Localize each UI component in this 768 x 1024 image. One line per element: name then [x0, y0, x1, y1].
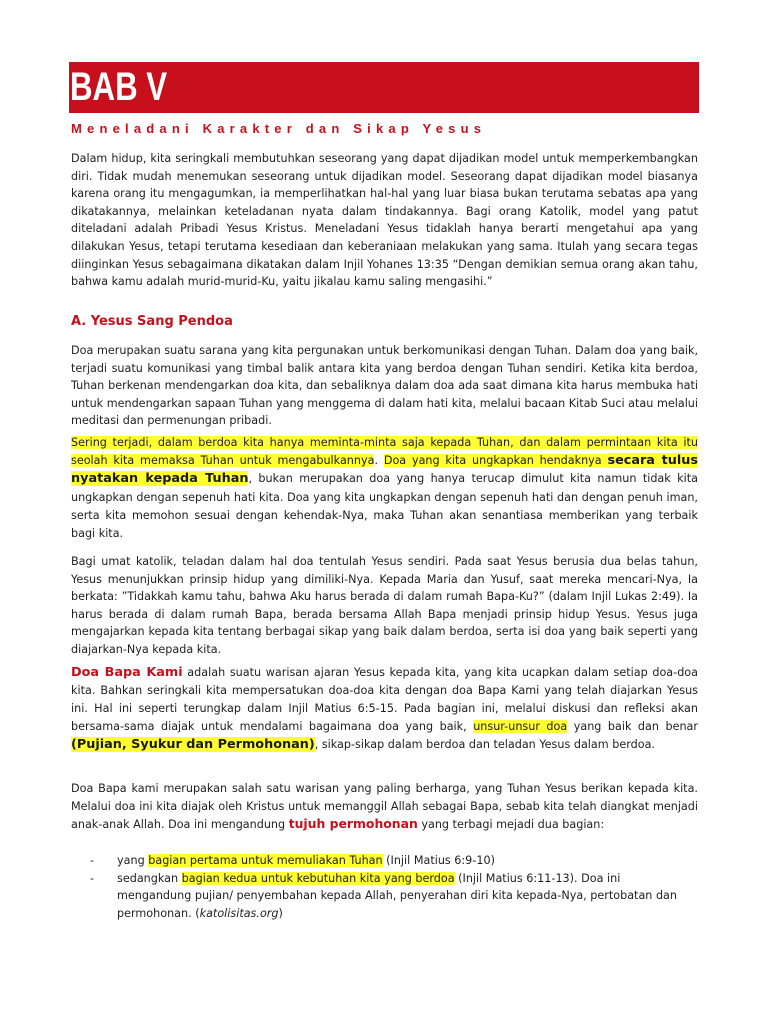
plain-text: yang baik dan benar [567, 720, 699, 733]
tujuh-permohonan-label: tujuh permohonan [288, 816, 418, 832]
paragraph-3: Bagi umat katolik, teladan dalam hal doa tentulah Yesus sendiri. Pada saat Yesus berusia dua belas tahun, Yesus menunjukkan prinsip hidup yang dimiliki-Nya. Kepada Maria dan Yusuf, saat mereka mencari-Nya, Ia berkata: ”Tidakkah kamu tahu, bahwa Aku harus berada di dalam rumah Bapa-Ku?” (dalam Injil Lukas 2:49). Ia harus berada di dalam rumah Bapa, berada bersama Allah Bapa menjadi prinsip hidup Yesus. Yesus juga mengajarkan kepada kita tentang berbagai sikap yang baik dalam berdoa, serta isi doa yang baik seperti yang diajarkan-Nya kepada kita. [71, 555, 698, 656]
plain-text: (Injil Matius 6:9-10) [382, 854, 495, 867]
plain-text: ) [278, 906, 283, 920]
paragraph-1: Doa merupakan suatu sarana yang kita pergunakan untuk berkomunikasi dengan Tuhan. Dalam doa yang baik, terjadi suatu komunikasi yang timbal balik antara kita yang berdoa dengan Tuhan sendiri. Ketika kita berdoa, Tuhan berkenan mendengarkan doa kita, dan sebaliknya dalam doa ada saat dimana kita harus membuka hati untuk mendengarkan sapaan Tuhan yang menggema di dalam hati kita, melalui bacaan Kitab Suci atau melalui meditasi dan permenungan pribadi. [71, 344, 698, 428]
plain-text: , sikap-sikap dalam berdoa dan teladan Yesus dalam berdoa. [314, 738, 655, 751]
chapter-subtitle: Meneladani Karakter dan Sikap Yesus [71, 121, 487, 136]
doa-bapa-kami-label: Doa Bapa Kami [71, 665, 183, 680]
paragraph-2 [71, 434, 698, 543]
highlight-text: Sering terjadi, dalam berdoa kita hanya meminta-minta saja kepada Tuhan, dan dalam permintaan kita itu seolah kita memaksa Tuhan untuk mengabulkannya [71, 436, 698, 468]
plain-text: adalah suatu warisan ajaran Yesus kepada kita, yang kita ucapkan dalam setiap doa-doa kita. Bahkan seringkali kita mempersatukan doa-doa kita dengan doa Bapa Kami yang telah diajarkan Yesus ini. Hal ini seperti terungkap dalam Injil Matius 6:5-15. Pada bagian ini, melalui diskusi dan refleksi akan bersama-sama diajak untuk mendalami bagaimana doa yang baik, [71, 666, 698, 733]
source-citation: katolisitas.org [199, 906, 279, 920]
petition-list [71, 852, 698, 922]
plain-text: . [374, 454, 384, 468]
paragraph-4 [71, 664, 698, 754]
highlight-text: unsur-unsur doa [473, 720, 568, 733]
highlight-text: bagian pertama untuk memuliakan Tuhan [148, 854, 383, 867]
plain-text: (Injil Matius 6:11-13). Doa ini mengandung pujian/ penyembahan kepada Allah, penyerahan diri kita kepada-Nya, pertobatan dan permohonan. ( [117, 871, 677, 920]
list-item [71, 852, 698, 870]
paragraph-5 [71, 780, 698, 834]
highlight-text: bagian kedua untuk kebutuhan kita yang berdoa [181, 871, 455, 885]
highlight-text: Doa yang kita ungkapkan hendaknya [383, 454, 608, 468]
section-heading: A. Yesus Sang Pendoa [71, 314, 233, 329]
plain-text: , bukan merupakan doa yang hanya terucap dimulut kita namun tidak kita ungkapkan dengan sepenuh hati kita. Doa yang kita ungkapkan dengan sepenuh hati dan dengan penuh iman, serta kita memohon sesuai dengan kehendak-Nya, maka Tuhan akan senantiasa memberikan yang terbaik bagi kita. [71, 472, 698, 541]
plain-text: yang terbagi mejadi dua bagian: [417, 818, 605, 832]
emphasis-text: (Pujian, Syukur dan Permohonan) [71, 737, 315, 752]
list-dash: - [90, 871, 95, 885]
plain-text: yang [117, 854, 149, 867]
list-item [71, 870, 698, 923]
plain-text: Doa Bapa kami merupakan salah satu warisan yang paling berharga, yang Tuhan Yesus berikan kepada kita. Melalui doa ini kita diajak oleh Kristus untuk memanggil Allah sebagai Bapa, sebab kita telah diangkat menjadi anak-anak Allah. Doa ini mengandung [71, 782, 698, 832]
list-dash: - [90, 854, 95, 867]
plain-text: sedangkan [117, 871, 182, 885]
chapter-title: BAB V [70, 65, 168, 109]
emphasis-text: secara tulus nyatakan kepada Tuhan [71, 453, 698, 487]
intro-paragraph: Dalam hidup, kita seringkali membutuhkan seseorang yang dapat dijadikan model untuk memperkembangkan diri. Tidak mudah menemukan seseorang untuk dijadikan model. Seseorang dapat dijadikan model biasanya karena orang itu mengagumkan, ia memperlihatkan hal-hal yang luar biasa bukan terutama sebatas apa yang dikatakannya, melainkan keteladanan nyata dalam tindakannya. Bagi orang Katolik, model yang patut diteladani adalah Pribadi Yesus Kristus. Meneladani Yesus tidaklah hanya berarti mengetahui apa yang dilakukan Yesus, tetapi terutama kesediaan dan keberaniaan melakukan yang sama. Itulah yang secara tegas diinginkan Yesus sebagaimana dikatakan dalam Injil Yohanes 13:35 “Dengan demikian semua orang akan tahu, bahwa kamu adalah murid-murid-Ku, yaitu jikalau kamu saling mengasihi.” [71, 152, 698, 289]
